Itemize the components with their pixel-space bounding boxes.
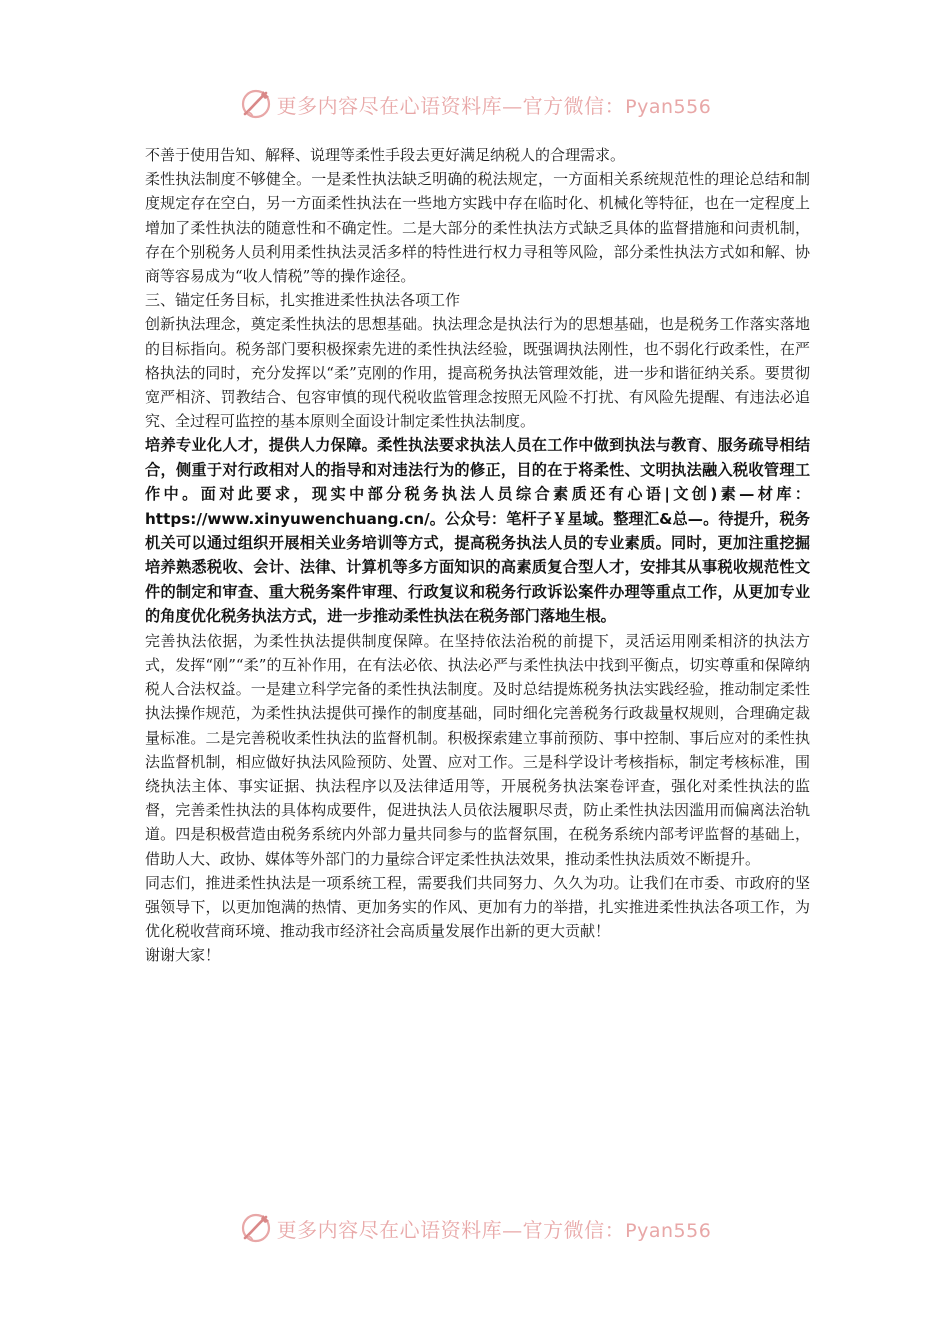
section-heading: 三、锚定任务目标，扎实推进柔性执法各项工作 (145, 291, 461, 310)
watermark-text-cn: 更多内容尽在心语资料库—官方微信： (276, 1217, 626, 1242)
watermark-wechat-id: Pyan556 (625, 1219, 712, 1242)
pen-logo-icon (239, 1211, 273, 1245)
watermark-text-cn: 更多内容尽在心语资料库—官方微信： (276, 93, 626, 118)
watermark-text (277, 1214, 712, 1243)
paragraph-bold: 培养专业化人才，提供人力保障。柔性执法要求执法人员在工作中做到执法与教育、服务疏导相结合，侧重于对行政相对人的指导和对违法行为的修正，目的在于将柔性、文明执法融入税收管理工作中。面对此要求，现实中部分税务执法人员综合素质还有心语|文创)素—材库：https://www.xinyuwenchuang.cn/。公众号：笔杆子￥星域。整理汇&总—。待提升，税务机关可以通过组织开展相关业务培训等方式，提高税务执法人员的专业素质。同时，更加注重挖掘培养熟悉税收、会计、法律、计算机等多方面知识的高素质复合型人才，安排其从事税收规范性文件的制定和审查、重大税务案件审理、行政复议和税务行政诉讼案件办理等重点工作，从更加专业的角度优化税务执法方式，进一步推动柔性执法在税务部门落地生根。 (145, 436, 810, 626)
paragraph: 同志们，推进柔性执法是一项系统工程，需要我们共同努力、久久为功。让我们在市委、市政府的坚强领导下，以更加饱满的热情、更加务实的作风、更加有力的举措，扎实推进柔性执法各项工作，为优化税收营商环境、推动我市经济社会高质量发展作出新的更大贡献！ (145, 873, 810, 941)
paragraph: 不善于使用告知、解释、说理等柔性手段去更好满足纳税人的合理需求。 (145, 146, 626, 164)
watermark-text (277, 90, 712, 119)
paragraph: 完善执法依据，为柔性执法提供制度保障。在坚持依法治税的前提下，灵活运用刚柔相济的执法方式，发挥“刚”“柔”的互补作用，在有法必依、执法必严与柔性执法中找到平衡点，切实尊重和保障纳税人合法权益。一是建立科学完备的柔性执法制度。及时总结提炼税务执法实践经验，推动制定柔性执法操作规范，为柔性执法提供可操作的制度基础，同时细化完善税务行政裁量权规则，合理确定裁量标准。二是完善税收柔性执法的监督机制。积极探索建立事前预防、事中控制、事后应对的柔性执法监督机制，相应做好执法风险预防、处置、应对工作。三是科学设计考核指标，制定考核标准，围绕执法主体、事实证据、执法程序以及法律适用等，开展税务执法案卷评查，强化对柔性执法的监督，完善柔性执法的具体构成要件，促进执法人员依法履职尽责，防止柔性执法因滥用而偏离法治轨道。四是积极营造由税务系统内外部力量共同参与的监督氛围，在税务系统内部考评监督的基础上，借助人大、政协、媒体等外部门的力量综合评定柔性执法效果，推动柔性执法质效不断提升。 (145, 631, 810, 868)
document-body (145, 143, 810, 968)
header-watermark (0, 84, 950, 124)
paragraph: 创新执法理念，奠定柔性执法的思想基础。执法理念是执法行为的思想基础，也是税务工作落实落地的目标指向。税务部门要积极探索先进的柔性执法经验，既强调执法刚性，也不弱化行政柔性，在严格执法的同时，充分发挥以“柔”克刚的作用，提高税务执法管理效能，进一步和谐征纳关系。要贯彻宽严相济、罚教结合、包容审慎的现代税收监管理念按照无风险不打扰、有风险先提醒、有违法必追究、全过程可监控的基本原则全面设计制定柔性执法制度。 (145, 315, 810, 431)
pen-logo-icon (239, 87, 273, 121)
footer-watermark (0, 1208, 950, 1248)
closing-line: 谢谢大家！ (145, 946, 221, 965)
watermark-wechat-id: Pyan556 (625, 95, 712, 118)
paragraph: 柔性执法制度不够健全。一是柔性执法缺乏明确的税法规定，一方面相关系统规范性的理论总结和制度规定存在空白，另一方面柔性执法在一些地方实践中存在临时化、机械化等特征，也在一定程度上增加了柔性执法的随意性和不确定性。二是大部分的柔性执法方式缺乏具体的监督措施和问责机制，存在个别税务人员利用柔性执法灵活多样的特性进行权力寻租等风险，部分柔性执法方式如和解、协商等容易成为“收人情税”等的操作途径。 (145, 170, 810, 286)
